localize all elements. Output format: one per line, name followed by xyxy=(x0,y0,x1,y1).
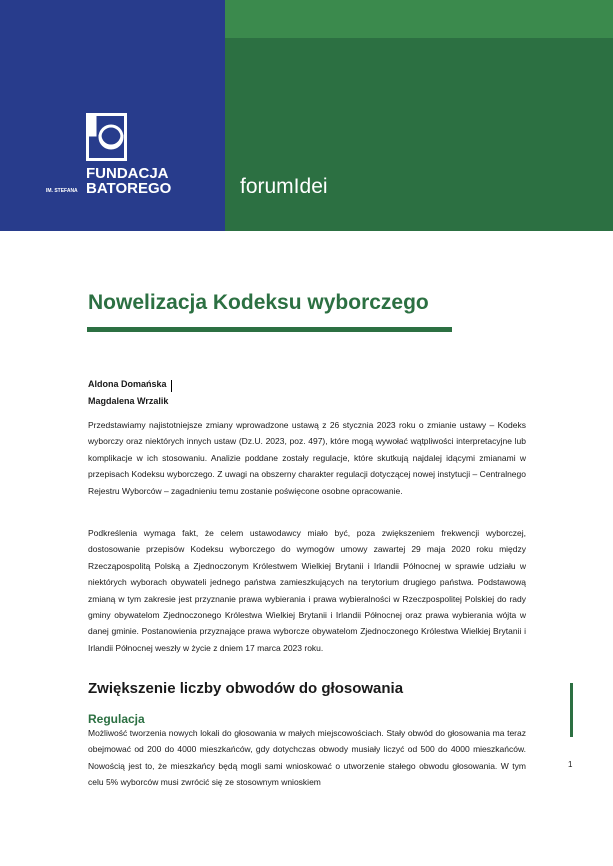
logo-text-line1: FUNDACJA xyxy=(86,165,169,182)
paragraph-regulation: Możliwość tworzenia nowych lokali do głosowania w małych miejscowościach. Stały obwód do głosowania ma teraz obejmować od 200 do 4000 mieszkańców, gdy dotychczas obwody musiały liczyć od 500 do 4000 mieszkańców. Nowością jest to, że mieszkańcy będą mogli sami wnioskować o utworzenie stałego obwodu głosowania. W tym celu 5% wyborców musi zwrócić się ze stosownym wnioskiem xyxy=(88,728,526,788)
section-heading: Zwiększenie liczby obwodów do głosowania xyxy=(88,680,404,697)
page-number: 1 xyxy=(568,760,573,769)
subsection-heading: Regulacja xyxy=(88,712,145,726)
author-2: Magdalena Wrzalik xyxy=(88,396,169,406)
author-1: Aldona Domańska xyxy=(88,379,167,389)
logo-text-line2: BATOREGO xyxy=(86,180,172,197)
forum-idei-label: forumIdei xyxy=(240,175,328,198)
document-title: Nowelizacja Kodeksu wyborczego xyxy=(88,291,429,314)
foundation-logo-icon xyxy=(86,113,131,165)
header-green-strip xyxy=(225,0,613,38)
title-underline xyxy=(87,327,452,332)
logo-small-text: IM. STEFANA xyxy=(46,188,78,194)
paragraph-intro: Przedstawiamy najistotniejsze zmiany wprowadzone ustawą z 26 stycznia 2023 roku o zmianie ustawy – Kodeks wyborczy oraz niektórych innych ustaw (Dz.U. 2023, poz. 497), które mogą wywołać wątpliwości interpretacyjne lub komplikacje w ich stosowaniu. Analizie poddane zostały regulacje, które skutkują najdalej idącymi zmianami w przepisach Kodeksu wyborczego. Z uwagi na obszerny charakter regulacji dotyczącej nowej instytucji – Centralnego Rejestru Wyborców – zagadnieniu temu zostanie poświęcone osobne opracowanie. xyxy=(88,420,526,496)
section-side-bar xyxy=(570,683,573,737)
paragraph-context: Podkreślenia wymaga fakt, że celem ustawodawcy miało być, poza zwiększeniem frekwencji wyborczej, dostosowanie przepisów Kodeksu wyborczego do wymogów umowy zawartej 29 maja 2020 roku między Rzecząpospolitą Polską a Zjednoczonym Królestwem Wielkiej Brytanii i Irlandii Północnej w sprawie udziału w niektórych wyborach obywateli jednego państwa zamieszkujących na terytorium drugiego państwa. Podstawową zmianą w tym zakresie jest przyznanie prawa wybierania i prawa wybieralności w Rzeczpospolitej Polskiej do rady gminy obywatelom Zjednoczonego Królestwa Wielkiej Brytanii i Irlandii Północnej oraz prawa wybierania wójta w danej gminie. Postanowienia przyznające prawa wyborcze obywatelom Zjednoczonego Królestwa Wielkiej Brytanii i Irlandii Północnej weszły w życie z dniem 17 marca 2023 roku. xyxy=(88,528,526,653)
text-cursor xyxy=(171,380,172,392)
